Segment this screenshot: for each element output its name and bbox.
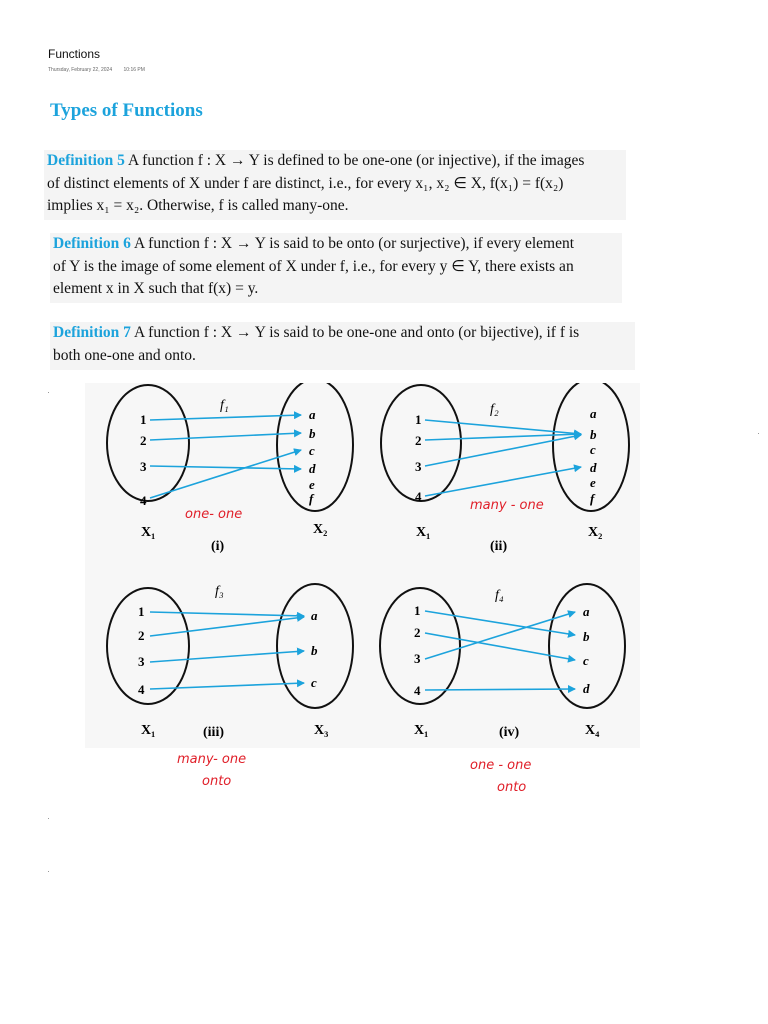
codomain-element: a (309, 407, 316, 422)
handwritten-note: many - one (470, 498, 544, 513)
note-timestamp (48, 67, 155, 73)
domain-element: 3 (138, 654, 145, 669)
codomain-set-label: X₄ (585, 723, 600, 738)
diagram-caption: (iv) (499, 725, 520, 740)
stray-dot (48, 818, 49, 819)
codomain-set-label: X₂ (313, 522, 328, 537)
codomain-element: c (309, 443, 315, 458)
definition-line: both one-one and onto. (53, 346, 196, 364)
codomain-element: a (583, 604, 590, 619)
definition-7 (50, 322, 635, 370)
domain-set-label: X₁ (141, 525, 156, 540)
definition-line: implies x₁ = x₂. Otherwise, f is called many-one. (47, 197, 349, 214)
domain-element: 2 (140, 433, 147, 448)
stray-dot (48, 871, 49, 872)
definition-label: Definition 7 (53, 324, 131, 341)
codomain-element: b (309, 426, 316, 441)
function-label: f₃ (215, 584, 224, 599)
definition-line: Definition 7 A function f : X → Y is said to be one-one and onto (or bijective), if f is (53, 324, 580, 341)
handwritten-note: many- one (177, 752, 247, 767)
domain-element: 3 (140, 459, 147, 474)
domain-element: 1 (414, 603, 421, 618)
mapping-arrow (425, 689, 575, 690)
function-label: f₂ (490, 402, 499, 417)
codomain-element: d (583, 681, 590, 696)
diagram-caption: (iii) (203, 725, 224, 740)
codomain-element: d (309, 461, 316, 476)
codomain-element: e (309, 477, 315, 492)
codomain-element: c (590, 442, 596, 457)
stray-dot (758, 433, 759, 434)
definition-label: Definition 6 (53, 235, 131, 252)
codomain-element: b (583, 629, 590, 644)
domain-element: 4 (414, 683, 421, 698)
function-diagrams (85, 383, 645, 803)
section-title: Types of Functions (50, 100, 203, 121)
domain-element: 4 (415, 489, 422, 504)
codomain-element: a (590, 406, 597, 421)
codomain-element: c (583, 653, 589, 668)
domain-element: 2 (138, 628, 145, 643)
domain-element: 1 (138, 604, 145, 619)
domain-element: 1 (415, 412, 422, 427)
handwritten-note: onto (497, 780, 527, 795)
definition-label: Definition 5 (47, 152, 125, 169)
codomain-element: f (309, 491, 314, 506)
domain-set-label: X₁ (141, 723, 156, 738)
diagram-caption: (ii) (490, 539, 508, 554)
definition-line: element x in X such that f(x) = y. (53, 280, 259, 297)
domain-set-label: X₁ (416, 525, 431, 540)
note-title: Functions (48, 47, 101, 61)
definition-line: Definition 5 A function f : X → Y is defined to be one-one (or injective), if the images (47, 152, 585, 169)
domain-set-label: X₁ (414, 723, 429, 738)
codomain-element: a (311, 608, 318, 623)
diagram-background (85, 383, 640, 748)
domain-element: 3 (415, 459, 422, 474)
note-date: Thursday, February 22, 2024 (48, 67, 113, 73)
codomain-element: f (590, 491, 595, 506)
function-label: f₄ (495, 588, 504, 603)
codomain-element: c (311, 675, 317, 690)
definition-line: of distinct elements of X under f are distinct, i.e., for every x₁, x₂ ∈ X, f(x₁) = f(x₂) (47, 174, 564, 192)
domain-element: 3 (414, 651, 421, 666)
diagram-caption: (i) (211, 539, 225, 554)
codomain-set-label: X₃ (314, 723, 329, 738)
codomain-element: b (311, 643, 318, 658)
domain-element: 4 (140, 493, 147, 508)
handwritten-note: one - one (470, 758, 532, 773)
domain-element: 2 (415, 433, 422, 448)
definition-6 (50, 233, 622, 303)
codomain-element: e (590, 475, 596, 490)
definition-5 (44, 150, 626, 220)
codomain-element: d (590, 460, 597, 475)
codomain-set-label: X₂ (588, 525, 603, 540)
note-time: 10:16 PM (123, 67, 145, 73)
stray-dot (48, 392, 49, 393)
function-label: f₁ (220, 398, 229, 413)
handwritten-note: onto (202, 774, 232, 789)
domain-element: 4 (138, 682, 145, 697)
handwritten-note: one- one (185, 507, 243, 522)
domain-element: 1 (140, 412, 147, 427)
domain-element: 2 (414, 625, 421, 640)
codomain-element: b (590, 427, 597, 442)
definition-line: Definition 6 A function f : X → Y is said to be onto (or surjective), if every element (53, 235, 575, 252)
diagram-iii (107, 584, 353, 789)
definition-line: of Y is the image of some element of X under f, i.e., for every y ∈ Y, there exists an (53, 257, 574, 275)
